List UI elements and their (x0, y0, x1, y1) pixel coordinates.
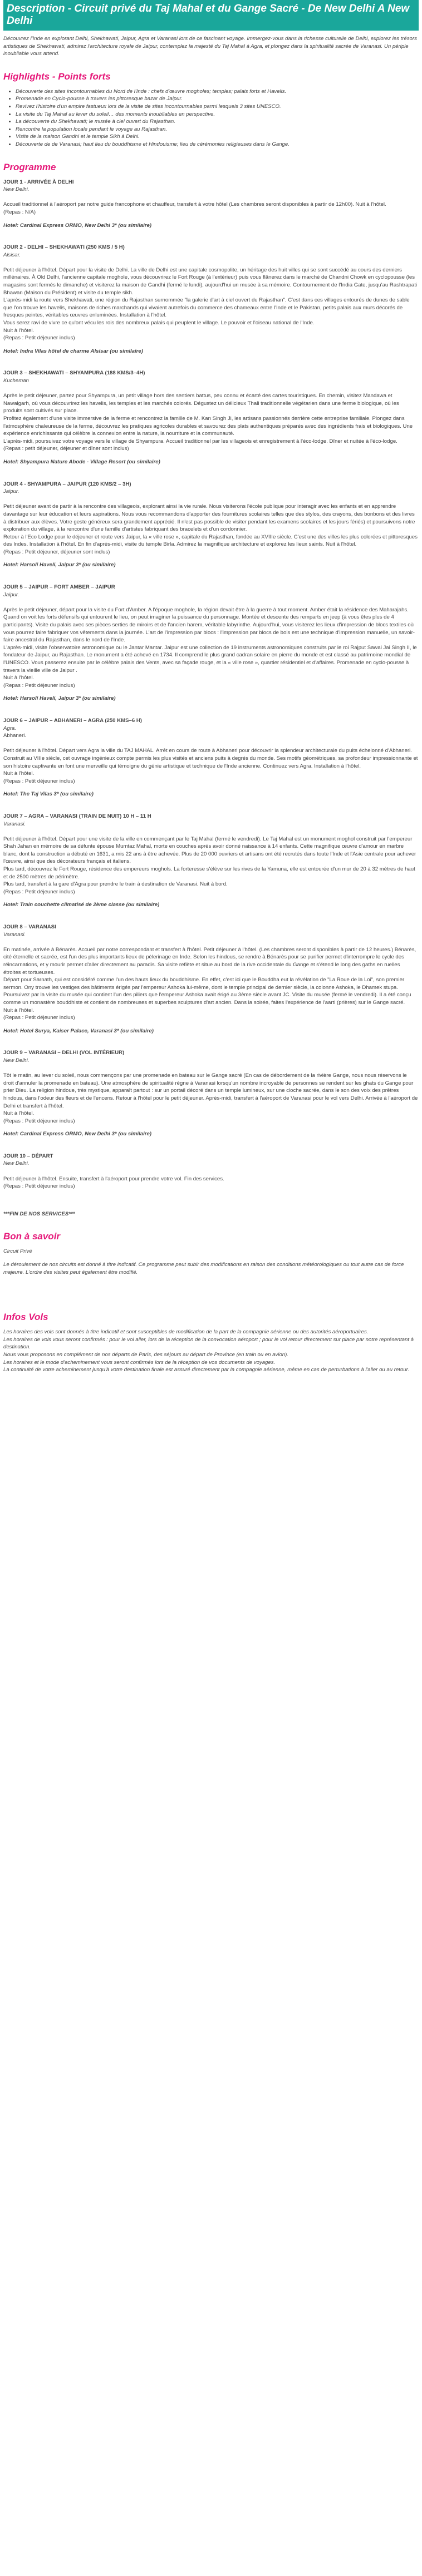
day-line (3, 496, 419, 503)
day-line (3, 194, 419, 201)
highlight-item: • Découverte de de Varanasi; haut lieu du bouddhisme et Hindouisme; lieu de cérémonies religieuses dans le Gange. (16, 141, 419, 149)
day-hotel: Hotel: Cardinal Express ORMO, New Delhi 3* (ou similaire) (3, 1131, 152, 1138)
highlight-item: • La découverte du Shekhawati; le musée à ciel ouvert du Rajasthan. (16, 118, 419, 126)
day-line: (Repas : Petit déjeuner inclus) (3, 335, 75, 342)
day-line: Petit déjeuner à l'hôtel. Départ vers Agra la ville du TAJ MAHAL. Arrêt en cours de route à Abhaneri pour découvrir la splendeur architecturale du puits échelonné d'Abhaneri. Construit au VIIIe siècle, cet ouvrage ingénieux compte permis les plus visités et anciens puits à degrés du monde. Ses motifs géométriques, sa profondeur impressionnante et son histoire captivante en font une merveille qui témoigne du génie artistique et technique de l'Inde ancienne. Continuez vers Agra. Installation à l'hôtel. (3, 748, 418, 769)
day-line: Retour à l'Eco Lodge pour le déjeuner et route vers Jaipur, la « ville rose », capitale du Rajasthan, fondée au XVIIIe siècle. C'est une des villes les plus colorées et pittoresques des Indes. Installation à l'hôtel. En fin d'après-midi, visite du temple Birla. Admirez la magnifique architecture et explorez les lieux saints. Nuit à l'hôtel. (3, 533, 418, 548)
day-line: Abhaneri. (3, 733, 27, 739)
day-block (3, 481, 419, 584)
day-line (3, 1168, 419, 1175)
day-block (3, 1153, 419, 1205)
day-title: JOUR 9 – VARANASI – DELHI (VOL INTÉRIEUR) (3, 1050, 125, 1056)
day-line: Nuit à l'hôtel. (3, 1110, 35, 1117)
day-title: JOUR 7 – AGRA – VARANASI (TRAIN DE NUIT) 10 H – 11 H (3, 813, 151, 819)
page-title: Description - Circuit privé du Taj Mahal et du Gange Sacré - De New Delhi A New Delhi (3, 0, 419, 31)
highlight-item: • Promenade en Cyclo-pousse à travers les pittoresque bazar de Jaipur. (16, 95, 419, 103)
day-hotel: Hotel: Indra Vilas hôtel de charme Alsisar (ou similaire) (3, 348, 143, 354)
day-block (3, 584, 419, 717)
day-place: Alsisar. (3, 251, 21, 258)
day-hotel: Hotel: The Taj Vilas 3* (ou similaire) (3, 791, 94, 798)
day-hotel: Hotel: Train couchette climatisé de 2ème classe (ou similaire) (3, 902, 160, 908)
day-line: Petit déjeuner à l'hôtel. Départ pour la visite de Delhi. La ville de Delhi est une capitale cosmopolite, un héritage des huit villes qui se sont succédé au cours des derniers millénaires. À Old Delhi, l'ancienne capitale moghole, vous découvrirez le Fort Rouge (à l'extérieur) puis vous flânerez dans le marché de Chandni Chowk en cyclopousse (les magasins sont fermés le dimanche) et visiterez la maison de Gandhi (fermé le lundi), aujourd'hui un musée à sa mémoire. Contournement de l'India Gate, jusqu'au Rashtrapati Bhawan (Maison du Président) et visite du temple sikh. (3, 266, 417, 296)
day-place: Varanasi. (3, 931, 26, 938)
day-line: Petit déjeuner à l'hôtel. Départ pour une visite de la ville en commençant par le Taj Mahal (fermé le vendredi). Le Taj Mahal est un monument moghol construit par l'empereur Shah Jahan en mémoire de sa défunte épouse Mumtaz Mahal, morte en couches après avoir donné naissance à 14 enfants. Cette magnifique œuvre d'amour en marbre blanc, dont la construction a débuté en 1631, a mis 22 ans à être achevée. Plus de 20 000 ouvriers et artisans ont été recrutés dans toute l'Inde et l'Asie centrale pour achever l'œuvre, ainsi que des décorateurs français et italiens. (3, 835, 416, 865)
day-hotel: Hotel: Harsoli Haveli, Jaipur 3* (ou similaire) (3, 562, 116, 568)
day-line: (Repas : Petit déjeuner, déjeuner sont inclus) (3, 548, 110, 555)
day-title: JOUR 10 – DÉPART (3, 1153, 53, 1159)
infos-vols-line: Les horaires de vols vous seront confirmés : pour le vol aller, lors de la réception de la convocation aéroport ; pour le vol retour directement sur place par notre représentant à destination. (3, 1336, 414, 1351)
day-title: JOUR 5 – JAIPUR – FORT AMBER – JAIPUR (3, 584, 115, 591)
day-block (3, 244, 419, 369)
day-place: Varanasi. (3, 820, 26, 827)
day-line: Départ pour Sarnath, qui est considéré comme l'un des hauts lieux du bouddhisme. En effet, c'est ici que le Bouddha eut la révélation de "La Roue de la Loi", son premier sermon. Ony trouve les vestiges des bâtiments érigés par l'empereur Ashoka lui-même, dont le temple principal de dernier siècle, la colonne Ashoka, le Dhamek stupa. Poursuivez par la visite du musée qui contient l'un des piliers que l'empereur Ashoka avait érigé au 3ème siècle avant JC. Visite du musée (fermé le vendredi). Il a été conçu comme un monastère bouddhiste et contient de nombreuses et superbes sculptures d'art ancien. Dans la soirée, faites l'expérience de l'aarti (prières) sur le Gange sacré. (3, 977, 411, 1006)
day-line: (Repas : Petit déjeuner inclus) (3, 1015, 75, 1021)
day-line (3, 740, 419, 748)
infos-vols-line: Les horaires des vols sont donnés à titre indicatif et sont susceptibles de modification de la part de la compagnie aérienne ou des autorités aéroportuaires. (3, 1329, 369, 1336)
day-place: New Delhi. (3, 1057, 30, 1064)
day-line: Vous serez ravi de vivre ce qu'ont vécu les rois des nombreux palais qui peuplent le village. Le pouvoir et l'oiseau national de l'Inde. (3, 320, 315, 327)
highlights-list (3, 88, 419, 149)
programme-days (3, 179, 419, 1205)
day-line (3, 385, 419, 393)
day-title: JOUR 4 - SHYAMPURA – JAIPUR (120 KMS/2 – 3H) (3, 481, 131, 487)
day-line: Après le petit déjeuner, départ pour la visite du Fort d'Amber. A l'époque moghole, la région devait être à la guerre à tout moment. Amber était la résidence des Maharajahs. Quand on voit les forts défensifs qui entourent le lieu, on peut imaginer la puissance du personnage. Montée et descente des remparts en jeep (à vous êtes plus de 4 participants). Visite du palais avec ses pièces serties de miroirs et de l'ancien harem, véritable labyrinthe. Aujourd'hui, vous visiterez les lieux d'impression de blocs textiles où vous pourrez faire fabriquer vos vêtements dans la journée. L'art de l'impression par blocs : l'impression par blocs de bois est une technique d'impression manuelle, un savoir-faire ancestral du Rajasthan, dans le nord de l'Inde. (3, 606, 415, 644)
day-line: (Repas : Petit déjeuner inclus) (3, 888, 75, 895)
day-hotel: Hotel: Shyampura Nature Abode - Village Resort (ou similaire) (3, 458, 160, 465)
day-title: JOUR 8 – VARANASI (3, 924, 56, 931)
day-line: Plus tard, transfert à la gare d'Agra pour prendre le train à destination de Varanasi. Nuit à bord. (3, 881, 228, 888)
day-place: New Delhi. (3, 1160, 30, 1167)
day-block (3, 179, 419, 244)
day-line: Nuit à l'hôtel. (3, 327, 35, 334)
day-line: Petit déjeuner avant de partir à la rencontre des villageois, explorant ainsi la vie rurale. Nous visiterons l'école publique pour interagir avec les enfants et en apprendre davantage sur leur éducation et leurs aspirations. Nous vous recommandons d'apporter des fournitures scolaires telles que des stylos, des crayons, des bonbons et des livres à distribuer aux élèves. Votre geste généreux sera grandement apprécié. Il n'est pas possible de visiter pendant les examens scolaires et les jours fériés) et poursuivons notre exploration du village, à la rencontre d'une famille d'artistes fabriquant des bracelets et d'un cordonnier. (3, 503, 415, 533)
highlight-item: • Revivez l'histoire d'un empire fastueux lors de la visite de sites incontournables parmi lesquels 3 sites UNESCO. (16, 103, 419, 111)
day-block (3, 923, 419, 1049)
day-line: (Repas : Petit déjeuner inclus) (3, 778, 75, 784)
highlight-item: • La visite du Taj Mahal au lever du soleil… des moments inoubliables en perspective. (16, 111, 419, 118)
day-block (3, 369, 419, 480)
day-hotel: Hotel: Hotel Surya, Kaiser Palace, Varanasi 3* (ou similaire) (3, 1027, 154, 1034)
intro-text: Découvrez l'Inde en explorant Delhi, Shekhawati, Jaipur, Agra et Varanasi lors de ce fascinant voyage. Immergez-vous dans la richesse culturelle de Delhi, explorez les trésors artistiques de Shekhawati, admirez l'architecture royale de Jaipur, contemplez la majesté du Taj Mahal à Agra, et plongez dans la spiritualité sacrée de Varanasi. Un périple inoubliable vous attend. (3, 36, 417, 57)
day-line: Après le petit déjeuner, partez pour Shyampura, un petit village hors des sentiers battus, peu connu et écarté des cartes touristiques. En chemin, visitez Mandawa et Nawalgarh, où vous découvrirez les havelis, les temples et les marchés colorés. Dégustez un délicieux Thali traditionnelle végétarien dans une ferme biologique, où les produits sont cultivés sur place. (3, 393, 399, 414)
day-line: Nuit à l'hôtel. (3, 770, 35, 777)
day-line: Accueil traditionnel à l'aéroport par notre guide francophone et chauffeur, transfert à votre hôtel (Les chambres seront disponibles à partir de 12h00). Nuit à l'hôtel. (3, 201, 386, 208)
highlights-heading: Highlights - Points forts (3, 71, 111, 82)
day-line: Nuit à l'hôtel. (3, 1007, 35, 1013)
day-hotel: Hotel: Cardinal Express ORMO, New Delhi 3* (ou similaire) (3, 222, 152, 229)
infos-vols-heading: Infos Vols (3, 1312, 48, 1323)
day-line: (Repas : N/A) (3, 209, 36, 215)
day-title: JOUR 6 – JAIPUR – ABHANERI – AGRA (250 KMS–6 H) (3, 717, 142, 724)
day-place: Jaipur. (3, 488, 19, 495)
infos-vols-lines (3, 1328, 419, 1374)
day-line: (Repas : Petit déjeuner inclus) (3, 1118, 75, 1124)
bon-savoir-text: Le déroulement de nos circuits est donné à titre indicatif. Ce programme peut subir des modifications en raison des conditions météorologiques ou tout autre cas de force majeure. L'ordre des visites peut également être modifié. (3, 1262, 404, 1275)
day-line: Tôt le matin, au lever du soleil, nous commençons par une promenade en bateau sur le Gange sacré (En cas de débordement de la rivière Gange, nous nous réservons le droit d'annuler la promenade en bateau). Une atmosphère de spiritualité règne à Varanasi lorsqu'un nombre incroyable de personnes se rendent sur les ghats du Gange pour prier Dieu. La religion hindoue, très mystique, apparaît partout : sur un portail décoré dans un temple lumineux, sur une cloche sacrée, dans le son des voix des prêtres hindous, dans l'odeur des fleurs et de l'encens. Retour à l'hôtel pour le petit déjeuner. Après-midi, transfert à l'aéroport de Varanasi pour le vol vers Delhi. Arrivée à l'aéroport de Delhi et transfert à l'hôtel. (3, 1072, 418, 1109)
highlight-item: • Rencontre la population locale pendant le voyage au Rajasthan. (16, 126, 419, 134)
infos-vols-line: La continuité de votre acheminement jusqu'à votre destination finale est assuré directement par la compagnie aérienne, même en cas de perturbations à l'aller ou au retour. (3, 1367, 410, 1373)
day-line: (Repas : petit déjeuner, déjeuner et dîner sont inclus) (3, 446, 129, 452)
day-line: Petit déjeuner à l'hôtel. Ensuite, transfert à l'aéroport pour prendre votre vol. Fin des services. (3, 1175, 224, 1182)
day-line: En matinée, arrivée à Bénarès. Accueil par notre correspondant et transfert à l'hôtel. Petit déjeuner à l'hôtel. (Les chambres seront disponibles à partir de 12 heures.) Bénarès, cité éternelle et sacrée, est l'un des plus importants lieux de pèlerinage en Inde. Selon les hindous, se rendre à Bénarès pour se purifier permet d'interrompre le cycle des réincarnations, et y mourir permet d'aller directement au paradis. Sa visite reflète et situe au bord de la rive occidentale du Gange et s'étend le long des gaths en ruelles étroites et tortueuses. (3, 946, 416, 976)
day-block (3, 1049, 419, 1153)
bon-savoir-heading: Bon à savoir (3, 1231, 61, 1242)
day-line (3, 1065, 419, 1072)
day-place: Agra. (3, 725, 16, 731)
day-place: Jaipur. (3, 591, 19, 598)
end-of-services: ***FIN DE NOS SERVICES*** (3, 1210, 75, 1217)
day-line (3, 259, 419, 266)
infos-vols-line: Les horaires et le mode d'acheminement vous seront confirmés lors de la réception de vos documents de voyages. (3, 1359, 276, 1366)
highlight-item: • Découverte des sites incontournables du Nord de l'Inde : chefs d'œuvre mogholes; temples; palais forts et Havelis. (16, 88, 419, 96)
day-block (3, 717, 419, 813)
infos-vols-line: Nous vous proposons en complément de nos départs de Paris, des séjours au départ de Province (en train ou en avion). (3, 1352, 288, 1358)
day-line: (Repas : Petit déjeuner inclus) (3, 1183, 75, 1190)
day-line (3, 599, 419, 606)
highlight-item: • Visite de la maison Gandhi et le temple Sikh à Delhi. (16, 133, 419, 141)
day-line: Plus tard, découvrez le Fort Rouge, résidence des empereurs moghols. La forteresse s'élève sur les rives de la Yamuna, elle est entourée d'un mur de 20 à 32 mètres de haut et de 2500 mètres de périmètre. (3, 866, 415, 880)
bon-savoir-sub: Circuit Privé (3, 1248, 32, 1255)
day-line: L'après-midi, poursuivez votre voyage vers le village de Shyampura. Accueil traditionnel par les villageois et enregistrement à l'éco-lodge. Dîner et nuitée à l'éco-lodge. (3, 438, 398, 444)
day-line (3, 828, 419, 835)
day-title: JOUR 1 - ARRIVÉE À DELHI (3, 179, 74, 185)
day-line: Profitez également d'une visite immersive de la ferme et rencontrez la famille de M. Kan Singh Ji, les artisans passionnés derrière cette entreprise familiale. Plongez dans l'atmosphère chaleureuse de la ferme, découvrez les pratiques agricoles durables et savourez des plats authentiques préparés avec des ingrédients frais et biologiques. Une expérience enrichissante qui célèbre la connexion entre la nature, la nourriture et la communauté. (3, 415, 413, 437)
day-title: JOUR 2 - DELHI – SHEKHAWATI (250 KMS / 5 H) (3, 244, 125, 251)
day-line: L'après-midi, visite l'observatoire astronomique ou le Jantar Mantar. Jaipur est une collection de 19 instruments astronomiques construits par le roi Rajput Sawai Jai Singh II, le fondateur de Jaipur, au Rajasthan. Le monument a été achevé en 1734. Il comprend le plus grand cadran solaire en pierre du monde et est classé au patrimoine mondial de l'UNESCO. Vous passerez ensuite par le célèbre palais des Vents, avec sa façade rouge, et la « ville rose », quartier résidentiel et d'affaires. Promenade en cyclo-pousse à travers la vieille ville de Jaipur . (3, 644, 417, 674)
day-place: New Delhi. (3, 186, 30, 193)
day-line: (Repas : Petit déjeuner inclus) (3, 682, 75, 689)
programme-heading: Programme (3, 161, 56, 172)
day-block (3, 813, 419, 923)
day-line: L'après-midi la route vers Shekhawati, une région du Rajasthan surnommée "la galerie d'art à ciel ouvert du Rajasthan". C'est dans ces villages entourés de dunes de sable que l'on trouve les havelis, maisons de riches marchands qui vivaient autrefois du commerce des chameaux entre l'Inde et le Pakistan, petits palais aux murs décorés de fresques peintes, véritables œuvres enluminées. Installation à l'hôtel. (3, 297, 410, 319)
day-title: JOUR 3 – SHEKHAWATI – SHYAMPURA (188 KMS/3–4H) (3, 370, 145, 377)
day-line (3, 938, 419, 946)
day-line: Nuit à l'hôtel. (3, 675, 35, 681)
day-place: Kucheman (3, 378, 29, 384)
day-hotel: Hotel: Harsoli Haveli, Jaipur 3* (ou similaire) (3, 695, 116, 702)
